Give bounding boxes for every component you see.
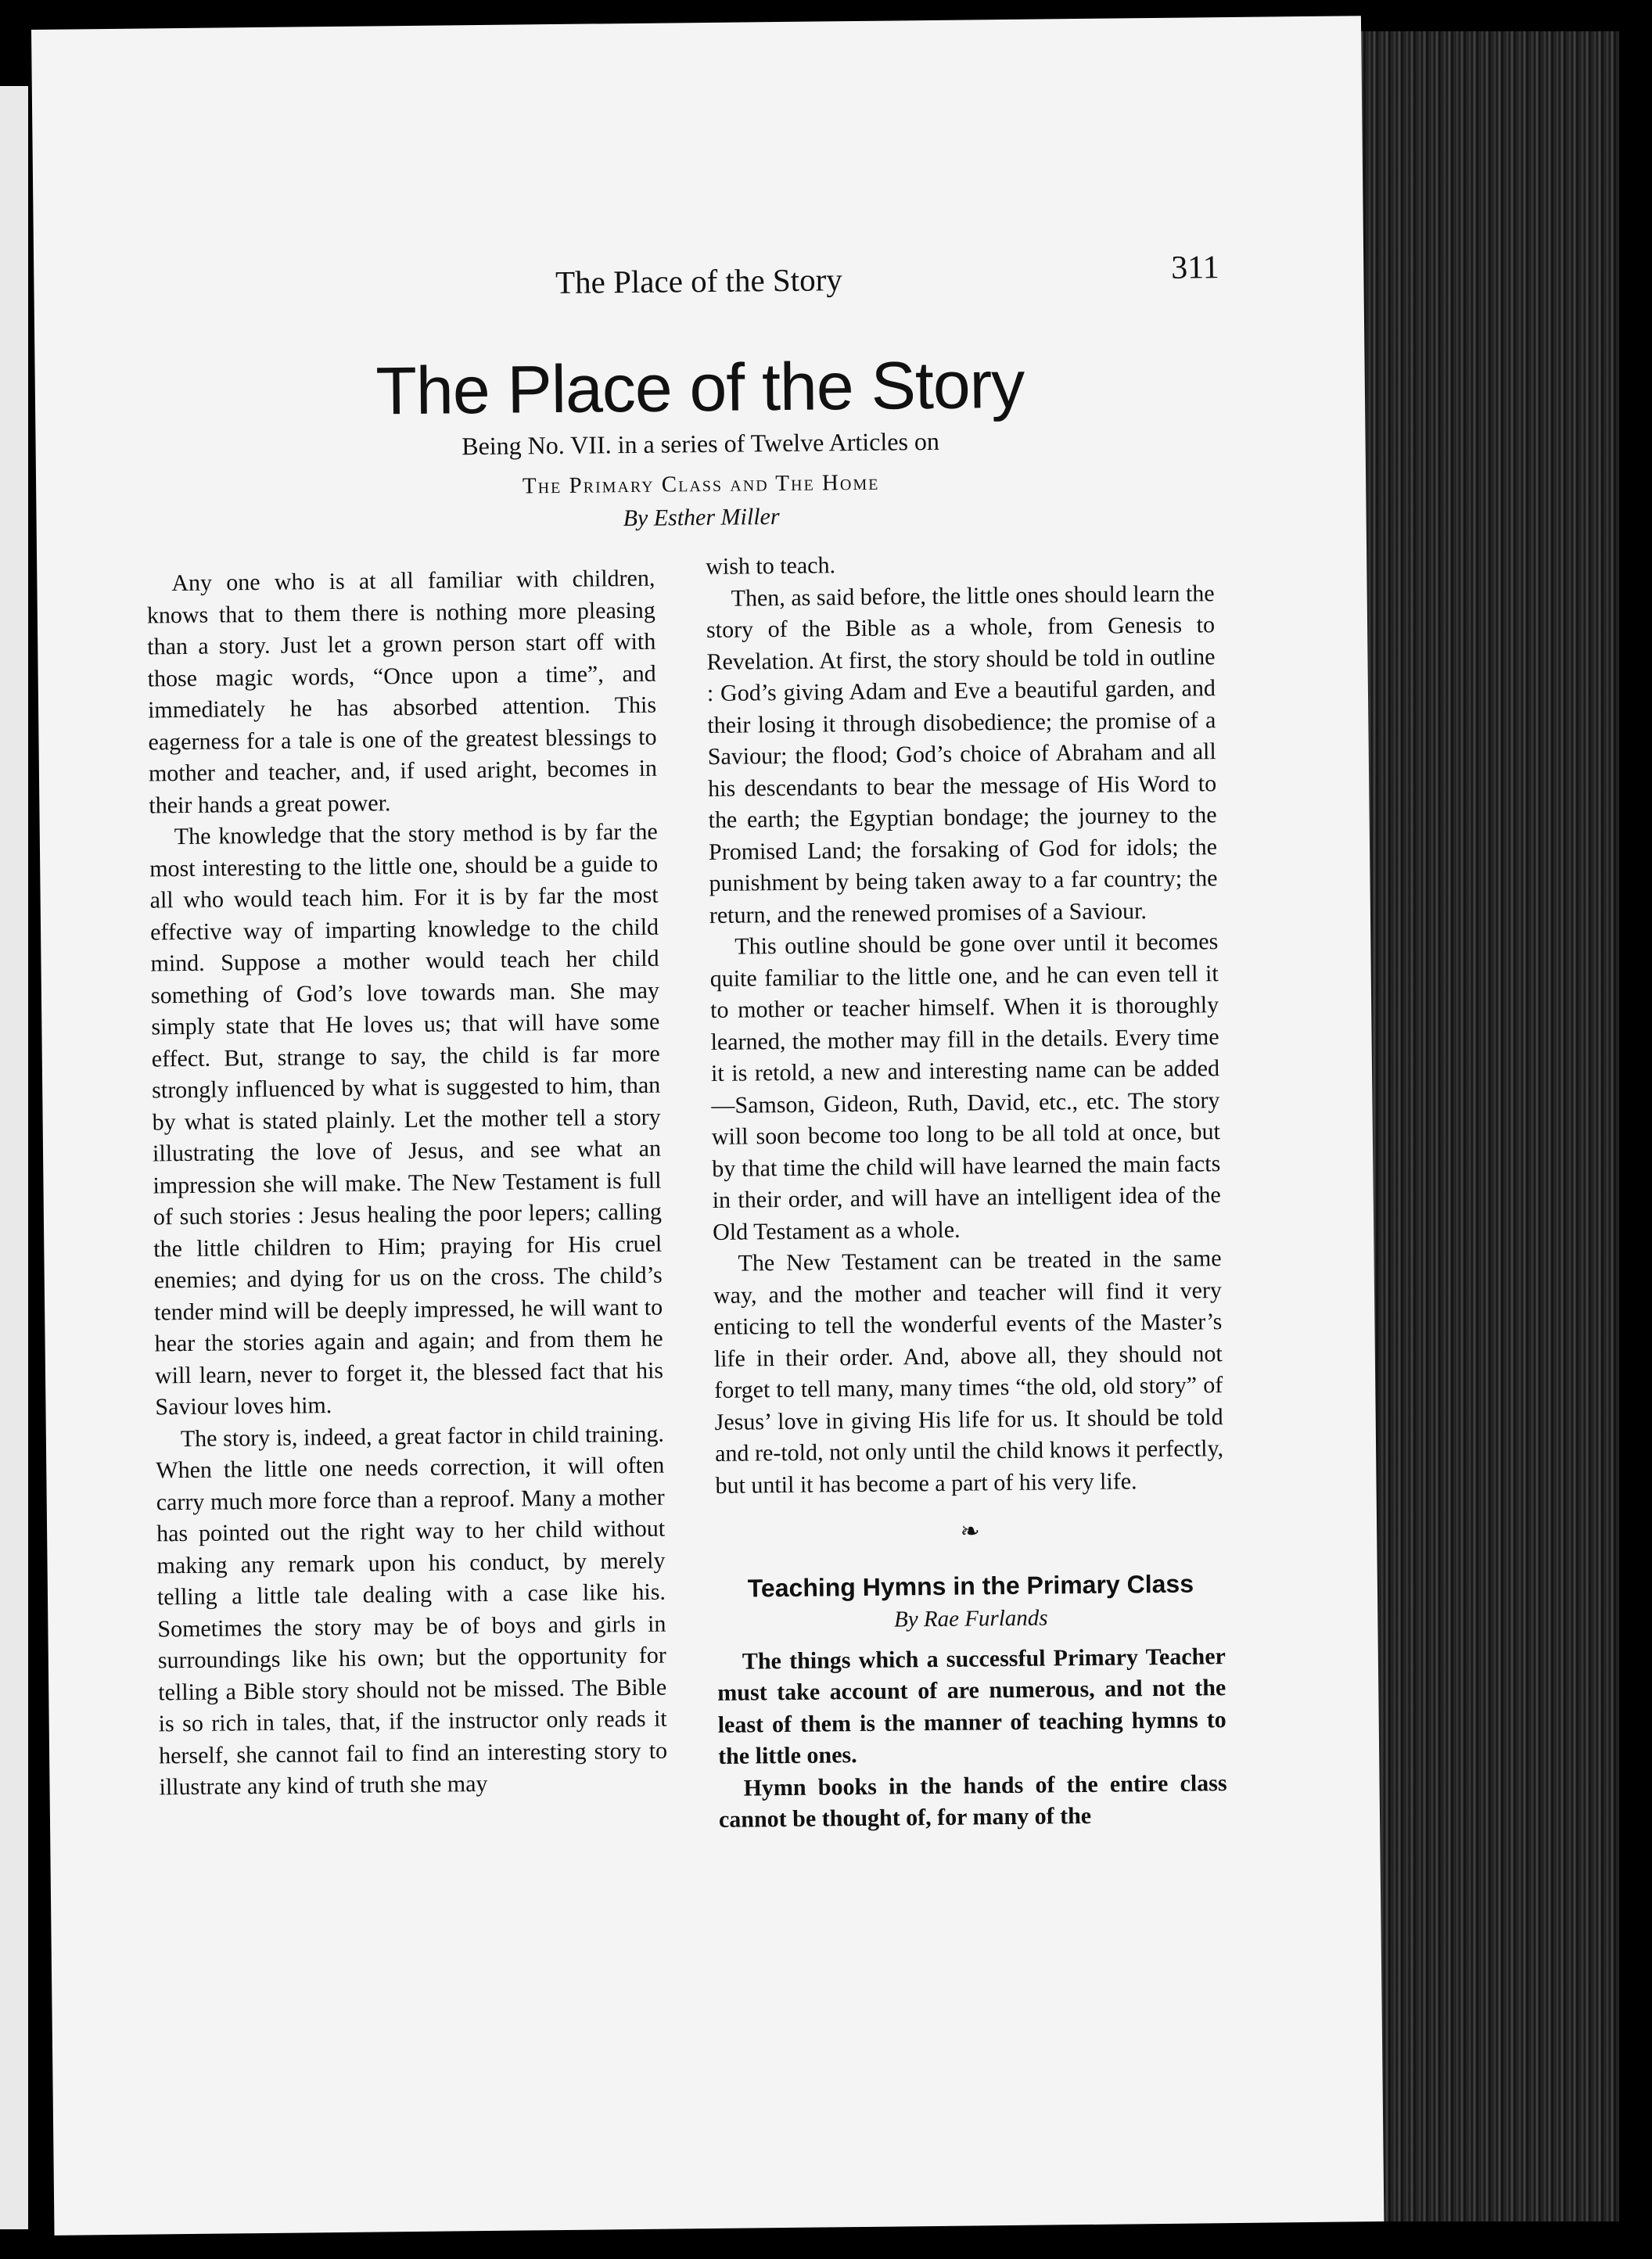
section-teaching-hymns [716,1566,1228,1837]
paragraph: The story is, indeed, a great factor in child training. When the little one needs correction, it will often carry much more force than a reproof. Many a mother has pointed out the right way to her child without making any remark upon his conduct, by merely telling a little tale dealing with a case like his. Sometimes the story may be of boys and girls in surroundings like his own; but the opportunity for telling a Bible story should not be missed. The Bible is so rich in tales, that, if the instructor only reads it herself, she cannot fail to find an interesting story to illustrate any kind of truth she may [156,1420,668,1801]
column-left [146,563,668,1804]
paragraph: Any one who is at all familiar with children, knows that to them there is nothing more pleasing than a story. Just let a grown person start off with those magic words, “Once upon a time”, and immediately he has absorbed attention. This eagerness for a tale is one of the greatest blessings to mother and teacher, and, if used aright, becomes in their hands a great power. [146,565,658,818]
paragraph: The New Testament can be treated in the same way, and the mother and teacher will find it very enticing to tell the wonderful events of the Master’s life in their order. And, above all, they should not forget to tell many, many times “the old, old story” of Jesus’ love in giving His life for us. It should be told and re-told, not only until the child knows it perfectly, but until it has become a part of his very life. [713,1245,1224,1499]
section-byline: By Rae Furlands [893,1605,1048,1632]
paragraph: The things which a successful Primary Teacher must take account of are numerous, and not the least of them is the manner of teaching hymns to the little ones. [717,1643,1226,1769]
facing-page-edge [0,86,28,2229]
column-right [706,546,1227,1836]
book-page [31,16,1384,2236]
paragraph: This outline should be gone over until it becomes quite familiar to the little one, and he can even tell it to mother or teacher himself. When it is thoroughly learned, the mother may fill in the details. Every time it is retold, a new and interesting name can be added—Samson, Gideon, Ruth, David, etc., etc. The story will soon become too long to be all told at once, but by that time the child will have learned the main facts in their order, and will have an intelligent idea of the Old Testament as a whole. [709,928,1221,1245]
article-subtitle: Being No. VII. in a series of Twelve Articles on [461,426,940,461]
article-byline: By Esther Miller [623,504,780,532]
series-name: The Primary Class and The Home [522,469,880,499]
running-head: The Place of the Story [555,261,842,300]
paragraph-continuation: wish to teach. [706,552,836,580]
paragraph: Then, as said before, the little ones should learn the story of the Bible as a whole, from Genesis to Revelation. At first, the story should be told in outline : God’s giving Adam and Eve a beautiful garden, and their losing it through disobedience; the promise of a Saviour; the flood; God’s choice of Abraham and all his descendants to bear the message of His Word to the earth; the Egyptian bondage; the journey to the Promised Land; the forsaking of God for idols; the punishment by being taken away to a far country; the return, and the renewed promises of a Saviour. [706,580,1218,928]
section-title: Teaching Hymns in the Primary Class [747,1569,1194,1603]
page-number: 311 [1171,250,1219,286]
paragraph: The knowledge that the story method is by far the most interesting to the little one, should be a guide to all who would teach him. For it is by far the most effective way of imparting knowledge to the child mind. Suppose a mother would teach her child something of God’s love towards man. She may simply state that He loves us; that will have some effect. But, strange to say, the child is far more strongly influenced by what is suggested to him, than by what is stated plainly. Let the mother tell a story illustrating the love of Jesus, and see what an impression she will make. The New Testament is full of such stories : Jesus healing the poor lepers; calling the little children to Him; praying for His cruel enemies; and dying for us on the cross. The child’s tender mind will be deeply impressed, he will want to hear the stories again and again; and from them he will learn, never to forget it, the blessed fact that his Saviour loves him. [149,818,664,1420]
leaf-ornament-icon: ❧ [960,1518,980,1545]
paragraph: Hymn books in the hands of the entire class cannot be thought of, for many of the [718,1769,1227,1833]
article-title: The Place of the Story [375,347,1025,429]
